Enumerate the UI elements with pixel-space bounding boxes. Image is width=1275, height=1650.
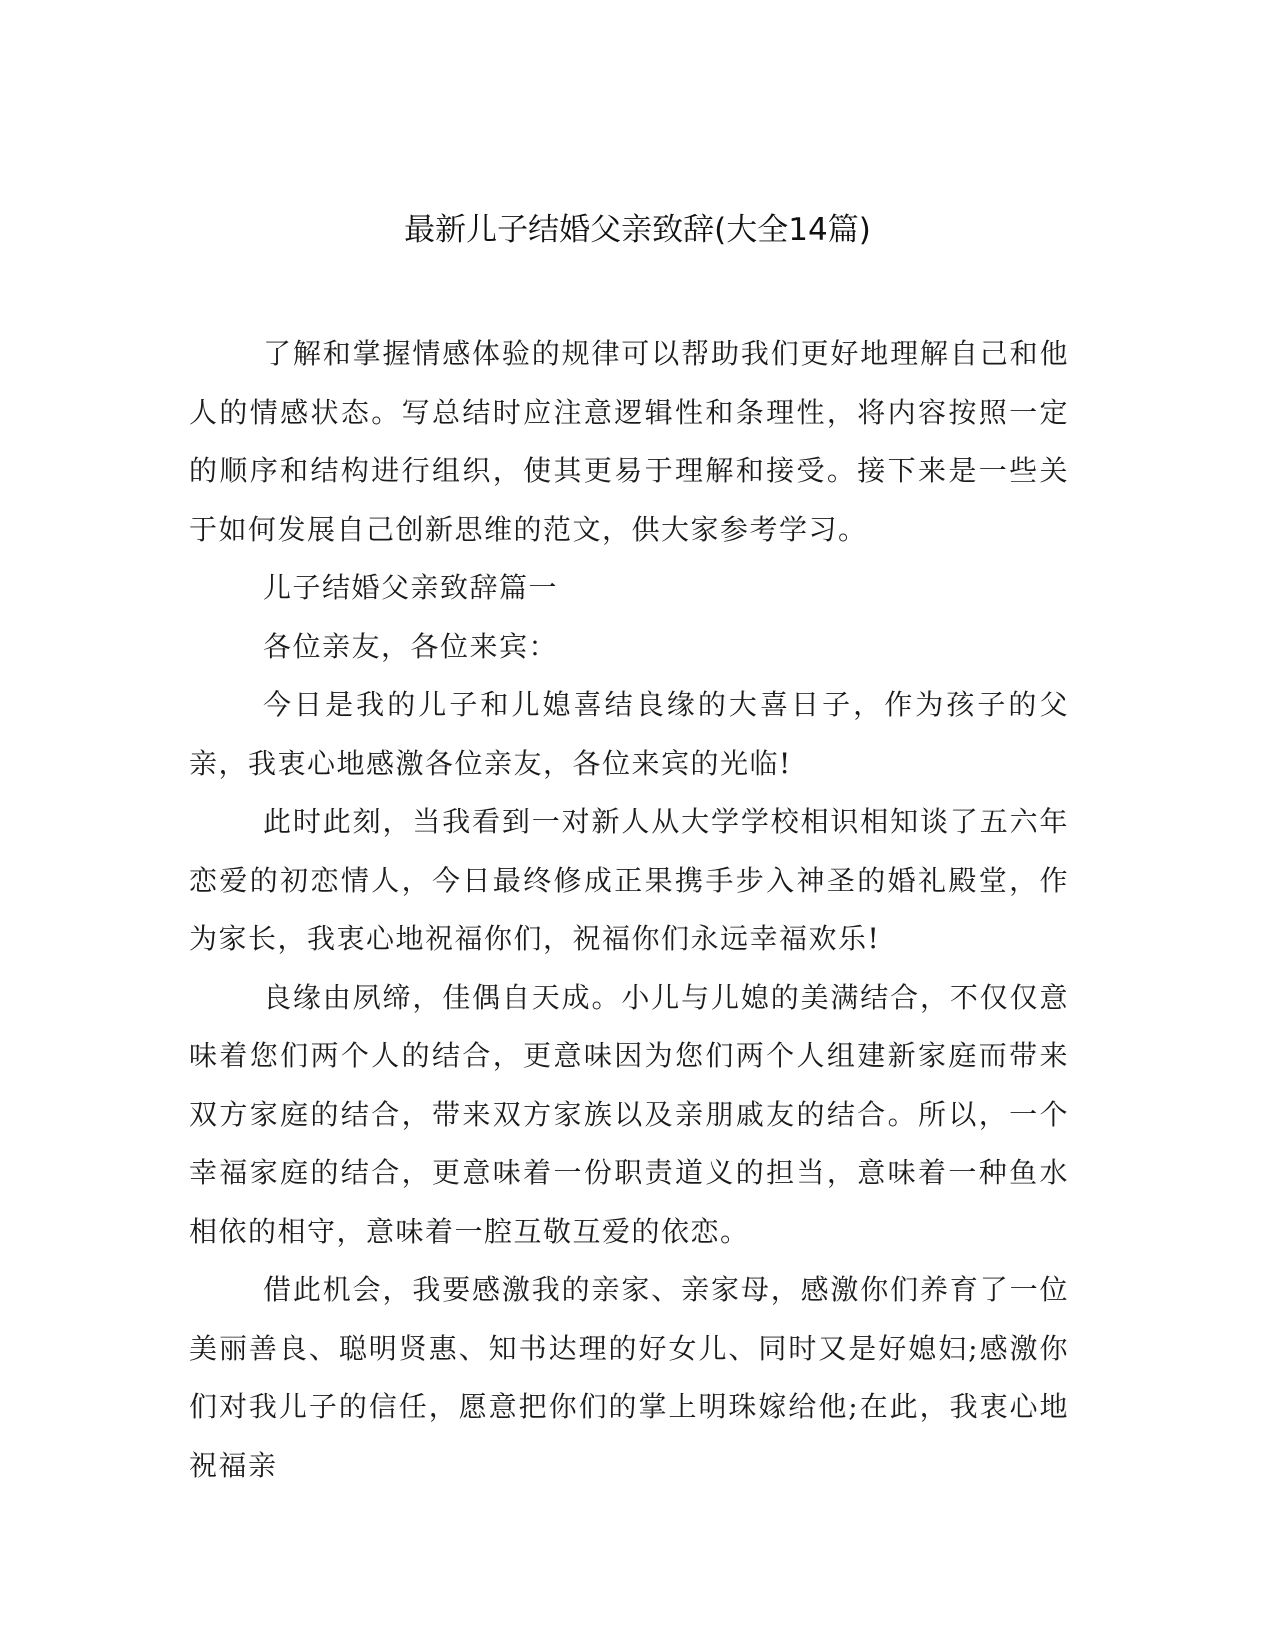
body-paragraph: 今日是我的儿子和儿媳喜结良缘的大喜日子，作为孩子的父亲，我衷心地感激各位亲友，各位来宾的光临! xyxy=(189,688,1069,780)
section-heading: 儿子结婚父亲致辞篇一 xyxy=(263,571,559,604)
body-paragraph: 良缘由夙缔，佳偶自天成。小儿与儿媳的美满结合，不仅仅意味着您们两个人的结合，更意味因为您们两个人组建新家庭而带来双方家庭的结合，带来双方家族以及亲朋戚友的结合。所以，一个幸福家庭的结合，更意味着一份职责道义的担当，意味着一种鱼水相依的相守，意味着一腔互敬互爱的依恋。 xyxy=(189,980,1069,1248)
intro-paragraph: 了解和掌握情感体验的规律可以帮助我们更好地理解自己和他人的情感状态。写总结时应注意逻辑性和条理性，将内容按照一定的顺序和结构进行组织，使其更易于理解和接受。接下来是一些关于如何发展自己创新思维的范文，供大家参考学习。 xyxy=(189,337,1069,546)
document-title: 最新儿子结婚父亲致辞(大全14篇) xyxy=(404,212,871,248)
body-paragraph: 此时此刻，当我看到一对新人从大学学校相识相知谈了五六年恋爱的初恋情人，今日最终修成正果携手步入神圣的婚礼殿堂，作为家长，我衷心地祝福你们，祝福你们永远幸福欢乐! xyxy=(189,805,1069,955)
body-paragraph: 借此机会，我要感激我的亲家、亲家母，感激你们养育了一位美丽善良、聪明贤惠、知书达理的好女儿、同时又是好媳妇;感激你们对我儿子的信任，愿意把你们的掌上明珠嫁给他;在此，我衷心地祝福亲 xyxy=(189,1273,1069,1482)
salutation: 各位亲友，各位来宾： xyxy=(263,629,559,663)
document-body xyxy=(189,325,1069,1495)
